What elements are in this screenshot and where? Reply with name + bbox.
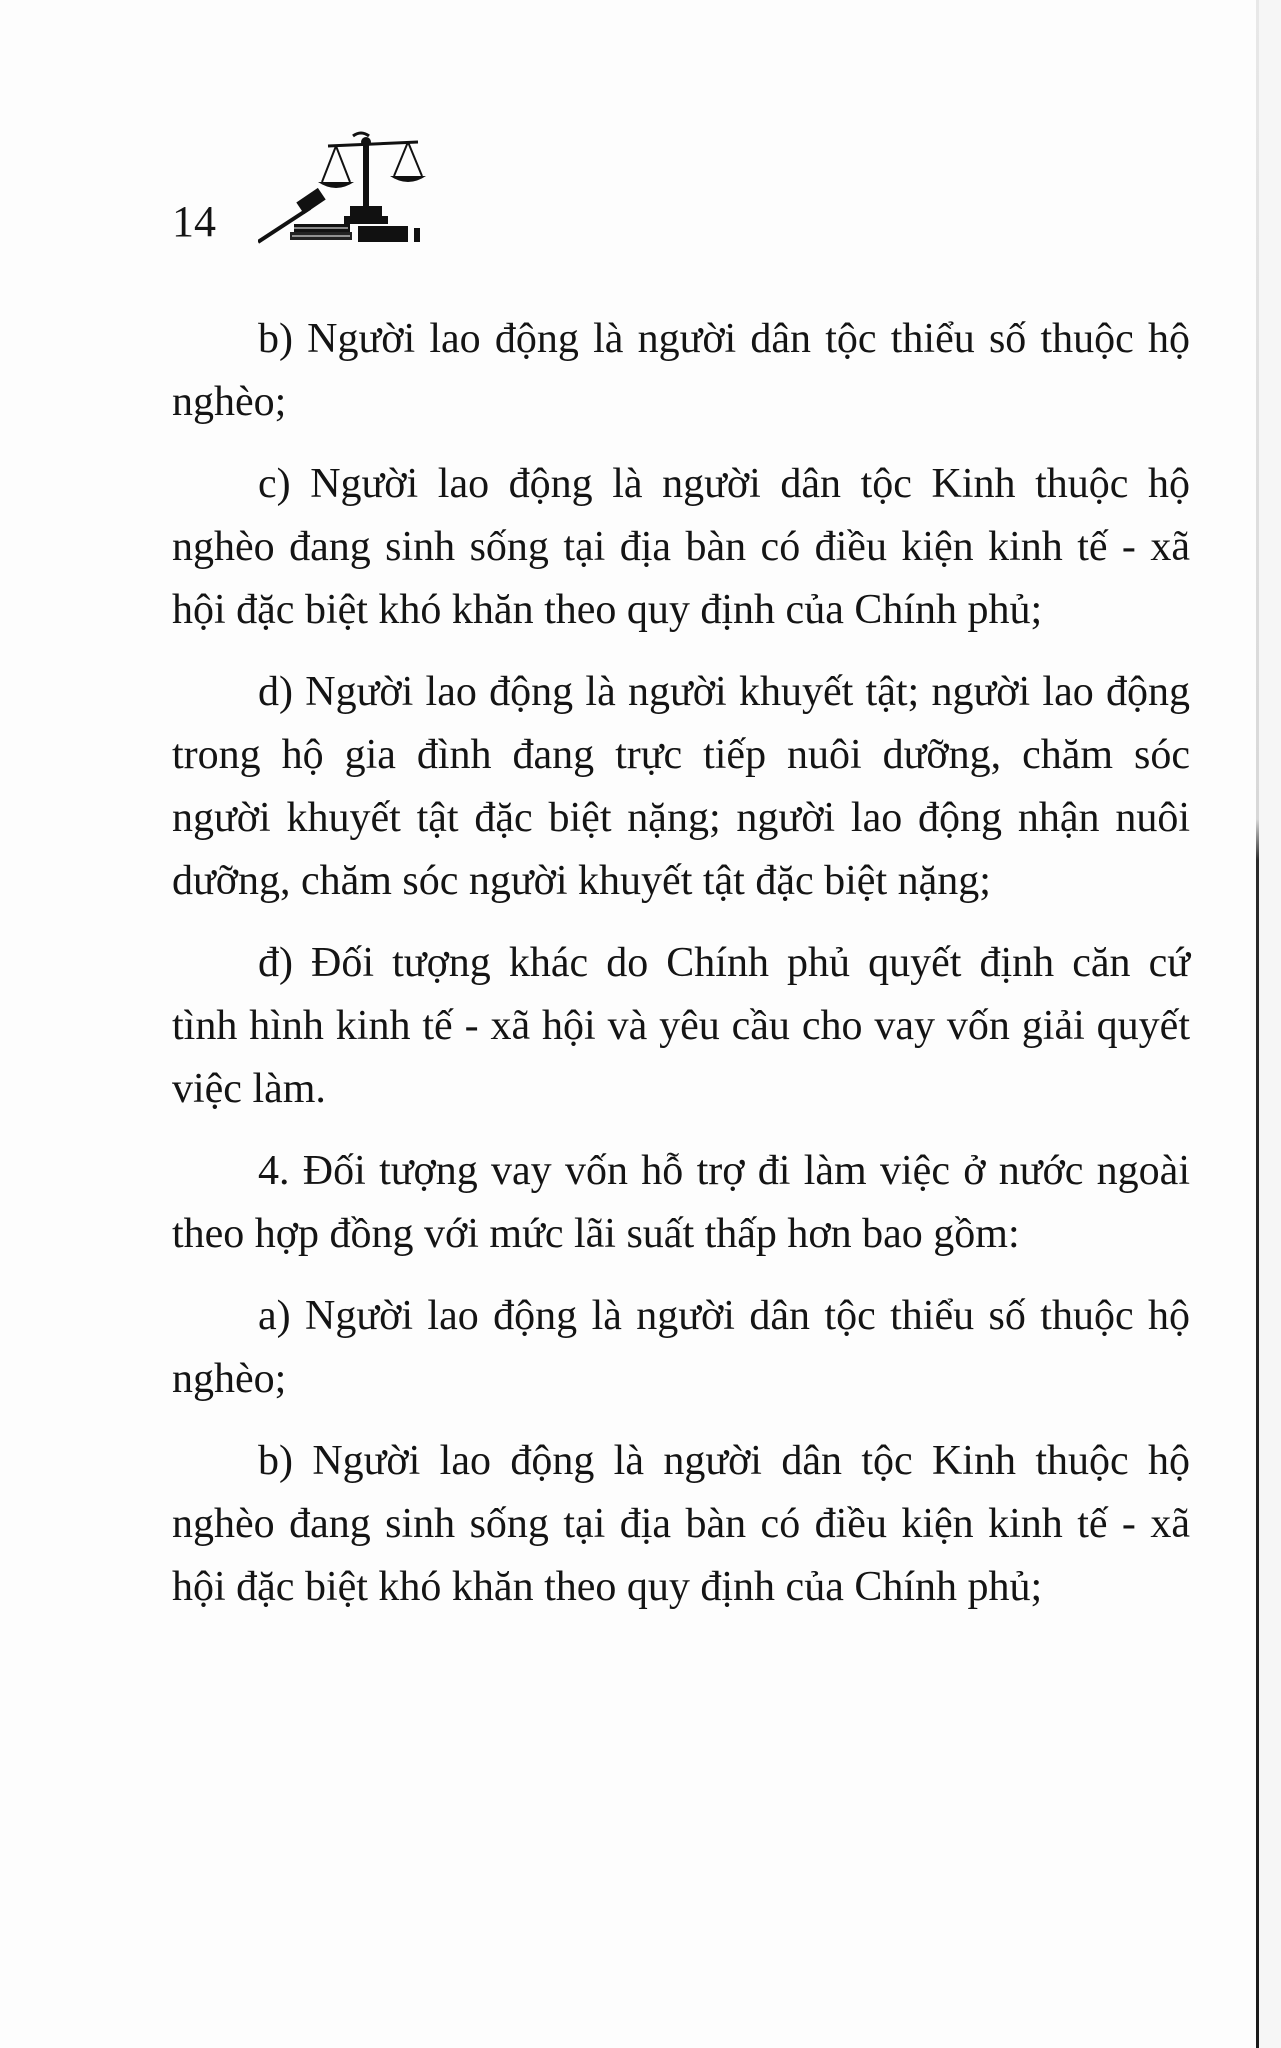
- paragraph-b-dan-toc-kinh: b) Người lao động là người dân tộc Kinh thuộc hộ nghèo đang sinh sống tại địa bàn có điều kiện kinh tế - xã hội đặc biệt khó khăn theo quy định của Chính phủ;: [172, 1438, 1190, 1610]
- paragraph-d-khuyet-tat: d) Người lao động là người khuyết tật; người lao động trong hộ gia đình đang trực tiếp nuôi dưỡng, chăm sóc người khuyết tật đặc biệt nặng; người lao động nhận nuôi dưỡng, chăm sóc người khuyết tật đặc biệt nặng;: [172, 669, 1190, 904]
- page-number: 14: [172, 197, 216, 246]
- paragraph-4-doi-tuong-vay-von: 4. Đối tượng vay vốn hỗ trợ đi làm việc ở nước ngoài theo hợp đồng với mức lãi suất thấp hơn bao gồm:: [172, 1148, 1190, 1257]
- document-body: [172, 308, 1190, 1638]
- scales-of-justice-gavel-icon: [258, 128, 438, 248]
- paragraph-b-dan-toc-thieu-so: b) Người lao động là người dân tộc thiểu số thuộc hộ nghèo;: [172, 316, 1190, 425]
- paragraph-c-dan-toc-kinh: c) Người lao động là người dân tộc Kinh thuộc hộ nghèo đang sinh sống tại địa bàn có điều kiện kinh tế - xã hội đặc biệt khó khăn theo quy định của Chính phủ;: [172, 461, 1190, 633]
- page-edge: [1259, 0, 1281, 2048]
- paragraph-dd-doi-tuong-khac: đ) Đối tượng khác do Chính phủ quyết định căn cứ tình hình kinh tế - xã hội và yêu cầu cho vay vốn giải quyết việc làm.: [172, 940, 1190, 1112]
- page-header: [172, 128, 572, 248]
- page-binding-edge: [1256, 0, 1259, 2048]
- paragraph-a-dan-toc-thieu-so: a) Người lao động là người dân tộc thiểu số thuộc hộ nghèo;: [172, 1293, 1190, 1402]
